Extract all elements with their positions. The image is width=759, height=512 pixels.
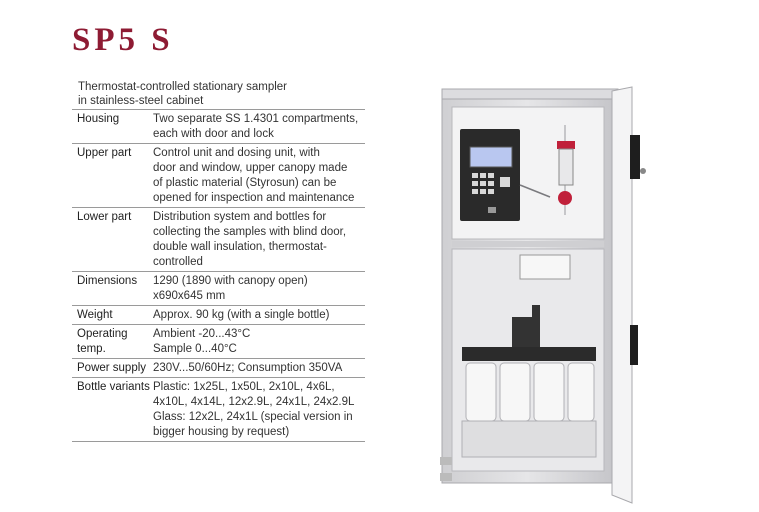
cabinet-door bbox=[612, 87, 632, 503]
spec-line: Two separate SS 1.4301 compartments, bbox=[153, 113, 359, 125]
spec-value bbox=[153, 272, 365, 306]
bottle-tray bbox=[462, 347, 596, 361]
sample-bottles bbox=[466, 363, 594, 421]
spec-line: Distribution system and bottles for bbox=[153, 211, 327, 223]
spec-line: bigger housing by request) bbox=[153, 426, 290, 438]
spec-line: Sample 0...40°C bbox=[153, 343, 237, 355]
spec-line: 4x10L, 4x14L, 12x2.9L, 24x1L, 24x2.9L bbox=[153, 396, 355, 408]
spec-line: door and window, upper canopy made bbox=[153, 162, 348, 174]
spec-row-weight bbox=[72, 306, 365, 325]
spec-value bbox=[153, 144, 365, 208]
spec-value bbox=[153, 378, 365, 442]
spec-value bbox=[153, 306, 365, 325]
spec-label: Lower part bbox=[72, 208, 153, 272]
sampler-cabinet-illustration bbox=[440, 85, 658, 505]
spec-line: Approx. 90 kg (with a single bottle) bbox=[153, 309, 330, 321]
spec-label: Weight bbox=[72, 306, 153, 325]
spec-line: controlled bbox=[153, 256, 203, 268]
product-title: SP5 S bbox=[72, 22, 174, 58]
spec-row-power-supply bbox=[72, 359, 365, 378]
spec-row-housing bbox=[72, 110, 365, 144]
distribution-motor bbox=[520, 255, 570, 279]
product-intro bbox=[78, 80, 368, 108]
spec-label: Upper part bbox=[72, 144, 153, 208]
dosing-valve bbox=[558, 191, 572, 205]
spec-label: Bottle variants bbox=[72, 378, 153, 442]
cabinet-foot bbox=[440, 457, 452, 465]
spec-line: of plastic material (Styrosun) can be bbox=[153, 177, 337, 189]
intro-line: in stainless-steel cabinet bbox=[78, 95, 204, 107]
spec-line: Ambient -20...43°C bbox=[153, 328, 251, 340]
spec-row-bottle-variants bbox=[72, 378, 365, 442]
spec-line: 1290 (1890 with canopy open) bbox=[153, 275, 308, 287]
door-hinge bbox=[630, 135, 640, 179]
dosing-unit-cap bbox=[557, 141, 575, 149]
control-lcd bbox=[470, 147, 512, 167]
spec-line: Plastic: 1x25L, 1x50L, 2x10L, 4x6L, bbox=[153, 381, 335, 393]
spec-row-lower-part bbox=[72, 208, 365, 272]
spec-row-operating-temp bbox=[72, 325, 365, 359]
spec-value bbox=[153, 110, 365, 144]
spec-line: each with door and lock bbox=[153, 128, 274, 140]
spec-line: collecting the samples with blind door, bbox=[153, 226, 347, 238]
spec-label: Power supply bbox=[72, 359, 153, 378]
spec-line: Glass: 12x2L, 24x1L (special version in bbox=[153, 411, 353, 423]
spec-line: 230V...50/60Hz; Consumption 350VA bbox=[153, 362, 343, 374]
spec-row-dimensions bbox=[72, 272, 365, 306]
spec-row-upper-part bbox=[72, 144, 365, 208]
spec-label: Operating temp. bbox=[72, 325, 153, 359]
spec-line: double wall insulation, thermostat- bbox=[153, 241, 327, 253]
spec-value bbox=[153, 208, 365, 272]
spec-line: Control unit and dosing unit, with bbox=[153, 147, 320, 159]
spec-table bbox=[72, 109, 365, 442]
dosing-chamber bbox=[559, 149, 573, 185]
spec-label: Housing bbox=[72, 110, 153, 144]
intro-line: Thermostat-controlled stationary sampler bbox=[78, 81, 287, 93]
spec-line: x690x645 mm bbox=[153, 290, 226, 302]
distribution-arm bbox=[512, 317, 540, 347]
spec-value bbox=[153, 359, 365, 378]
spec-value bbox=[153, 325, 365, 359]
spec-line: opened for inspection and maintenance bbox=[153, 192, 355, 204]
spec-label: Dimensions bbox=[72, 272, 153, 306]
cabinet-top bbox=[442, 89, 618, 99]
